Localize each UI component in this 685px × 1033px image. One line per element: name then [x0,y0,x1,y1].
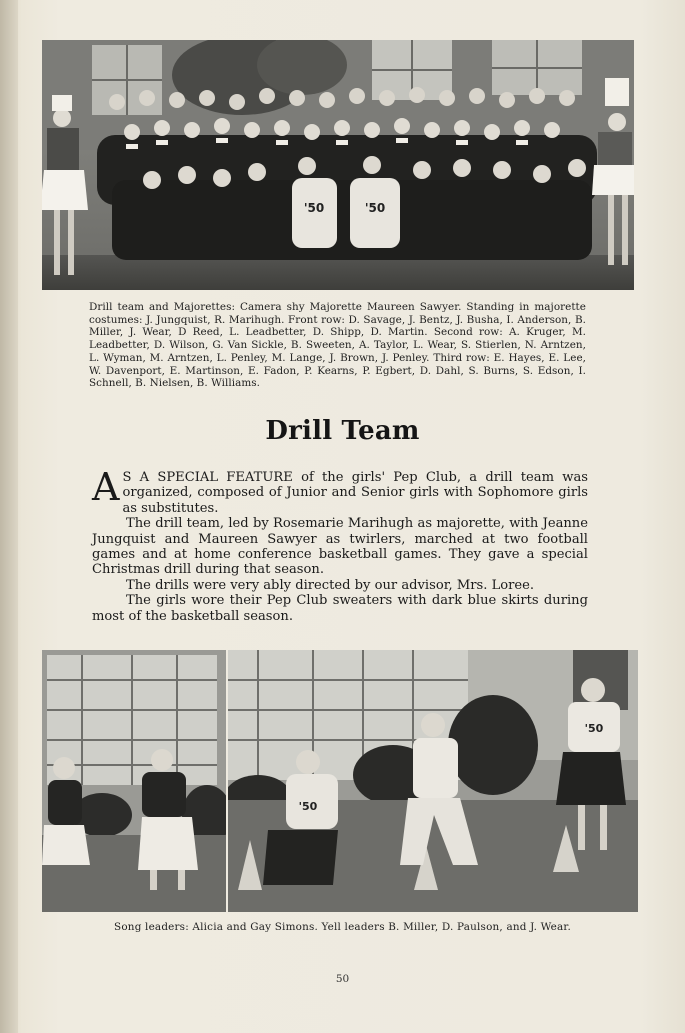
drop-cap: A [92,465,120,509]
paragraph-3: The drills were very ably directed by our advisor, Mrs. Loree. [126,577,535,593]
leaders-caption: Song leaders: Alicia and Gay Simons. Yell leaders B. Miller, D. Paulson, and J. Wear. [114,921,571,933]
svg-text:'50: '50 [298,800,318,813]
page-title: Drill Team [265,416,420,446]
lead-in-text: S A SPECIAL FEATURE [122,470,293,485]
svg-text:'50: '50 [364,201,386,215]
paragraph-1-text: of the girls' Pep Club, a drill team was organized, composed of Junior and Senior girls with Sophomore girls as substitutes. [122,470,588,516]
paragraph-1 [92,465,588,516]
yell-leaders-photo [228,650,638,912]
svg-text:'50: '50 [303,201,325,215]
article-body [92,465,588,624]
page-binding-shadow [0,0,18,1033]
paragraph-2: The drill team, led by Rosemarie Marihugh as majorette, with Jeanne Jungquist and Maureen Sawyer as twirlers, marched at two football games and at home conference basketball games. They gave a special Christmas drill during that season. [92,516,588,578]
paragraph-4: The girls wore their Pep Club sweaters with dark blue skirts during most of the basketball season. [92,593,588,624]
svg-text:'50: '50 [584,722,604,735]
page-number: 50 [335,973,350,985]
drill-team-caption: Drill team and Majorettes: Camera shy Majorette Maureen Sawyer. Standing in majorette costumes: J. Jungquist, R. Marihugh. Front row: D. Savage, J. Bentz, J. Busha, I. Anderson, B. Miller, J. Wear, D Reed, L. Leadbetter, D. Shipp, D. Martin. Second row: A. Kruger, M. Leadbetter, D. Wilson, G. Van Sickle, B. Sweeten, A. Taylor, L. Wear, S. Stierlen, N. Arntzen, L. Wyman, M. Arntzen, L. Penley, M. Lange, J. Brown, J. Penley. Third row: E. Hayes, E. Lee, W. Davenport, E. Martinson, E. Fadon, P. Kearns, P. Egbert, D. Dahl, S. Burns, S. Edson, I. Schnell, B. Nielsen, B. Williams. [89,301,586,390]
song-leaders-photo [42,650,226,912]
drill-team-photo [42,40,634,290]
